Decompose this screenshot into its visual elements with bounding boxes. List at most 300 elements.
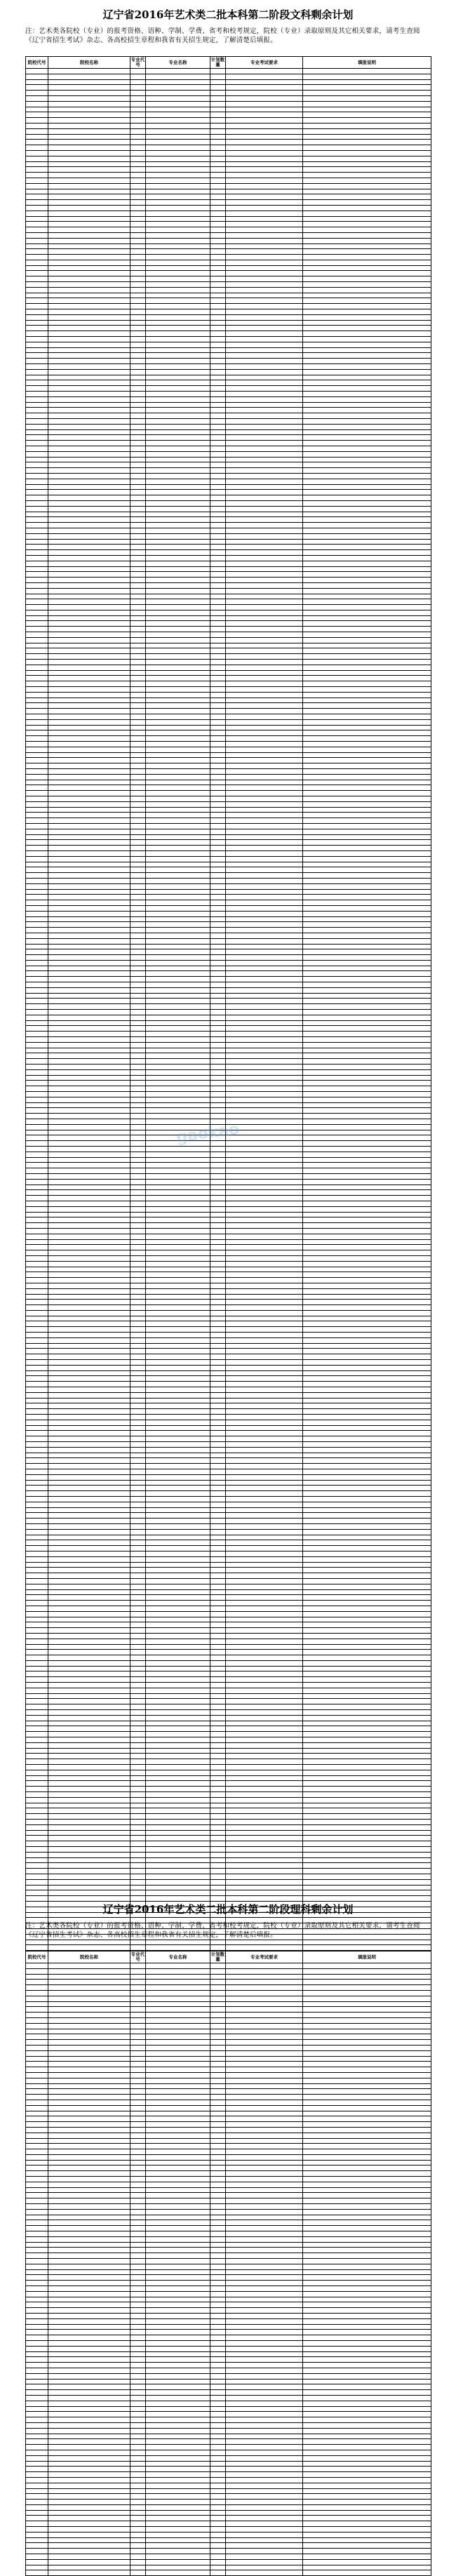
table-cell xyxy=(48,506,130,512)
table-cell xyxy=(130,949,146,955)
table-cell xyxy=(130,878,146,883)
table-cell xyxy=(48,364,130,370)
table-row xyxy=(26,167,431,173)
table-cell xyxy=(303,2570,431,2576)
table-cell xyxy=(130,1343,146,1349)
table-cell xyxy=(48,796,130,801)
table-row xyxy=(26,1065,431,1070)
table-cell xyxy=(210,2220,226,2226)
table-cell xyxy=(26,462,48,468)
table-cell xyxy=(303,495,431,501)
table-cell xyxy=(226,112,303,118)
table-cell xyxy=(130,1245,146,1250)
table-row xyxy=(26,194,431,200)
table-cell xyxy=(26,309,48,315)
table-cell xyxy=(210,1996,226,2001)
table-cell xyxy=(303,1283,431,1288)
table-cell xyxy=(226,222,303,227)
table-cell xyxy=(26,1387,48,1393)
table-cell xyxy=(303,1846,431,1852)
table-cell xyxy=(210,1179,226,1184)
table-cell xyxy=(226,916,303,922)
table-cell xyxy=(26,320,48,326)
table-row xyxy=(26,347,431,353)
table-cell xyxy=(130,134,146,140)
table-cell xyxy=(48,1157,130,1163)
table-cell xyxy=(26,561,48,566)
table-cell xyxy=(210,1053,226,1059)
table-cell xyxy=(130,1885,146,1890)
table-cell xyxy=(130,993,146,999)
table-cell xyxy=(48,1234,130,1239)
table-cell xyxy=(303,123,431,128)
table-cell xyxy=(146,2384,210,2390)
table-cell xyxy=(26,966,48,971)
table-cell xyxy=(210,1715,226,1721)
table-cell xyxy=(210,392,226,397)
table-cell xyxy=(210,1742,226,1748)
table-cell xyxy=(226,500,303,506)
table-row xyxy=(26,1026,431,1032)
table-cell xyxy=(210,1803,226,1808)
table-cell xyxy=(146,413,210,419)
table-cell xyxy=(146,2215,210,2220)
table-cell xyxy=(146,161,210,167)
table-cell xyxy=(48,993,130,999)
table-cell xyxy=(48,1693,130,1699)
table-cell xyxy=(26,1507,48,1513)
table-cell xyxy=(303,2527,431,2532)
table-cell xyxy=(226,605,303,610)
table-cell xyxy=(226,2483,303,2488)
table-row xyxy=(26,993,431,999)
table-cell xyxy=(303,1683,431,1688)
table-row xyxy=(26,1196,431,1201)
table-cell xyxy=(303,451,431,457)
table-cell xyxy=(48,1223,130,1229)
table-cell xyxy=(303,1589,431,1595)
table-cell xyxy=(303,145,431,151)
table-cell xyxy=(303,2116,431,2122)
table-cell xyxy=(210,681,226,687)
table-cell xyxy=(130,1288,146,1294)
table-cell xyxy=(226,1392,303,1398)
table-cell xyxy=(303,1974,431,1980)
table-cell xyxy=(210,2340,226,2346)
table-cell xyxy=(26,260,48,265)
table-cell xyxy=(303,222,431,227)
table-cell xyxy=(26,769,48,775)
table-cell xyxy=(48,95,130,101)
table-cell xyxy=(26,1146,48,1152)
table-cell xyxy=(48,982,130,988)
table-cell xyxy=(146,578,210,583)
table-cell xyxy=(210,1480,226,1486)
table-cell xyxy=(48,375,130,380)
table-row xyxy=(26,1568,431,1573)
table-cell xyxy=(210,627,226,632)
table-cell xyxy=(210,276,226,282)
table-cell xyxy=(303,1803,431,1808)
table-cell xyxy=(48,249,130,255)
table-row xyxy=(26,1874,431,1879)
table-cell xyxy=(146,785,210,791)
table-cell xyxy=(48,698,130,703)
table-cell xyxy=(48,2455,130,2461)
table-cell xyxy=(146,1020,210,1026)
table-cell xyxy=(210,1622,226,1628)
table-cell xyxy=(26,1097,48,1102)
table-cell xyxy=(146,205,210,211)
table-cell xyxy=(130,1130,146,1135)
table-cell xyxy=(48,2095,130,2100)
table-cell xyxy=(130,1436,146,1442)
table-cell xyxy=(26,2105,48,2111)
table-cell xyxy=(146,1075,210,1081)
table-cell xyxy=(48,846,130,851)
table-cell xyxy=(146,1239,210,1245)
table-cell xyxy=(146,1699,210,1704)
table-cell xyxy=(48,1310,130,1316)
table-row xyxy=(26,1163,431,1168)
table-cell xyxy=(26,1688,48,1693)
table-row xyxy=(26,528,431,533)
table-cell xyxy=(303,730,431,736)
table-cell xyxy=(130,1157,146,1163)
table-cell xyxy=(226,572,303,578)
table-cell xyxy=(210,386,226,392)
table-cell xyxy=(146,1721,210,1726)
table-cell xyxy=(210,1337,226,1343)
table-cell xyxy=(26,161,48,167)
table-cell xyxy=(303,1688,431,1693)
table-cell xyxy=(130,1179,146,1184)
table-cell xyxy=(130,1726,146,1732)
table-cell xyxy=(146,441,210,446)
table-cell xyxy=(26,429,48,435)
table-cell xyxy=(146,1453,210,1458)
table-row xyxy=(26,938,431,944)
table-cell xyxy=(130,1683,146,1688)
table-cell xyxy=(226,1026,303,1032)
table-cell xyxy=(130,1704,146,1710)
table-cell xyxy=(226,1814,303,1820)
table-cell xyxy=(26,807,48,813)
table-row xyxy=(26,1409,431,1415)
table-cell xyxy=(146,1042,210,1048)
table-cell xyxy=(48,823,130,829)
table-cell xyxy=(303,555,431,561)
table-cell xyxy=(26,1633,48,1639)
table-cell xyxy=(26,85,48,91)
table-cell xyxy=(226,1846,303,1852)
table-cell xyxy=(26,1644,48,1650)
table-cell xyxy=(146,1442,210,1448)
table-cell xyxy=(48,408,130,413)
table-row xyxy=(26,1464,431,1469)
table-cell xyxy=(146,714,210,720)
table-cell xyxy=(303,2565,431,2570)
table-cell xyxy=(26,2209,48,2215)
table-cell xyxy=(130,2537,146,2543)
table-cell xyxy=(303,2472,431,2478)
table-cell xyxy=(130,1737,146,1743)
table-cell xyxy=(226,1370,303,1376)
table-cell xyxy=(26,380,48,386)
table-cell xyxy=(48,479,130,484)
table-row xyxy=(26,2422,431,2428)
table-cell xyxy=(210,402,226,408)
table-row xyxy=(26,1710,431,1716)
table-cell xyxy=(48,1677,130,1683)
table-cell xyxy=(146,1677,210,1683)
table-cell xyxy=(303,1990,431,1996)
table-cell xyxy=(146,238,210,243)
table-cell xyxy=(226,1201,303,1206)
table-cell xyxy=(48,2417,130,2423)
table-row xyxy=(26,298,431,304)
table-cell xyxy=(48,1513,130,1519)
table-cell xyxy=(146,627,210,632)
table-cell xyxy=(26,1130,48,1135)
table-cell xyxy=(48,128,130,134)
table-cell xyxy=(146,2198,210,2204)
table-cell xyxy=(226,2177,303,2182)
table-cell xyxy=(226,752,303,758)
table-cell xyxy=(303,2477,431,2483)
table-cell xyxy=(210,1102,226,1108)
table-cell xyxy=(48,457,130,462)
table-cell xyxy=(226,2116,303,2122)
table-cell xyxy=(26,2089,48,2095)
table-cell xyxy=(26,326,48,331)
table-cell xyxy=(130,1775,146,1781)
table-cell xyxy=(226,347,303,353)
table-cell xyxy=(226,161,303,167)
table-cell xyxy=(130,1617,146,1622)
table-cell xyxy=(130,2056,146,2062)
table-cell xyxy=(26,2291,48,2297)
table-cell xyxy=(48,928,130,933)
table-cell xyxy=(130,2242,146,2248)
table-cell xyxy=(303,1119,431,1125)
table-cell xyxy=(146,1595,210,1601)
table-cell xyxy=(226,1228,303,1234)
table-cell xyxy=(26,1453,48,1458)
table-cell xyxy=(130,867,146,873)
table-cell xyxy=(146,1781,210,1787)
table-cell xyxy=(210,823,226,829)
table-cell xyxy=(210,424,226,429)
table-cell xyxy=(146,813,210,818)
table-cell xyxy=(210,2023,226,2029)
table-cell xyxy=(226,2532,303,2537)
table-cell xyxy=(26,495,48,501)
table-cell xyxy=(303,714,431,720)
table-cell xyxy=(303,703,431,709)
table-cell xyxy=(130,457,146,462)
table-cell xyxy=(146,1726,210,1732)
table-cell xyxy=(48,2543,130,2549)
table-cell xyxy=(146,1059,210,1065)
table-cell xyxy=(130,1337,146,1343)
table-row xyxy=(26,2340,431,2346)
table-cell xyxy=(303,2023,431,2029)
table-cell xyxy=(26,1639,48,1644)
table-cell xyxy=(210,134,226,140)
table-cell xyxy=(48,1069,130,1075)
table-cell xyxy=(26,599,48,605)
table-cell xyxy=(226,1327,303,1333)
table-cell xyxy=(26,2165,48,2171)
table-cell xyxy=(303,1546,431,1551)
table-cell xyxy=(26,2417,48,2423)
table-cell xyxy=(146,211,210,216)
table-cell xyxy=(130,1283,146,1288)
table-row xyxy=(26,818,431,824)
table-cell xyxy=(146,1852,210,1857)
table-cell xyxy=(130,1732,146,1737)
table-cell xyxy=(48,1431,130,1436)
table-cell xyxy=(48,1666,130,1671)
table-cell xyxy=(210,1048,226,1053)
table-cell xyxy=(210,752,226,758)
table-row xyxy=(26,1042,431,1048)
table-cell xyxy=(303,982,431,988)
table-cell xyxy=(303,1081,431,1086)
table-cell xyxy=(48,1398,130,1403)
table-row xyxy=(26,2504,431,2510)
table-cell xyxy=(210,2532,226,2537)
table-cell xyxy=(48,337,130,342)
table-cell xyxy=(210,1650,226,1655)
table-cell xyxy=(303,928,431,933)
table-cell xyxy=(26,232,48,238)
table-cell xyxy=(303,801,431,807)
table-cell xyxy=(303,243,431,249)
table-cell xyxy=(303,69,431,74)
table-cell xyxy=(210,2154,226,2160)
table-cell xyxy=(48,813,130,818)
table-row xyxy=(26,1671,431,1677)
table-cell xyxy=(146,69,210,74)
table-cell xyxy=(26,1578,48,1584)
table-cell xyxy=(146,676,210,681)
table-row xyxy=(26,2062,431,2067)
table-cell xyxy=(210,1190,226,1196)
table-cell xyxy=(130,205,146,211)
table-cell xyxy=(210,2395,226,2401)
table-cell xyxy=(210,1540,226,1546)
table-row xyxy=(26,243,431,249)
table-cell xyxy=(130,2521,146,2527)
table-cell xyxy=(226,928,303,933)
table-cell xyxy=(130,1540,146,1546)
table-row xyxy=(26,889,431,895)
table-cell xyxy=(146,681,210,687)
table-cell xyxy=(48,1376,130,1382)
table-row xyxy=(26,331,431,337)
table-cell xyxy=(26,2318,48,2324)
table-cell xyxy=(226,873,303,879)
table-cell xyxy=(130,2406,146,2412)
table-row xyxy=(26,205,431,211)
table-row xyxy=(26,676,431,681)
table-cell xyxy=(226,846,303,851)
table-cell xyxy=(26,1469,48,1475)
table-cell xyxy=(210,1726,226,1732)
table-cell xyxy=(26,1502,48,1507)
table-cell xyxy=(210,1595,226,1601)
table-cell xyxy=(26,539,48,545)
table-row xyxy=(26,1037,431,1043)
table-cell xyxy=(48,1436,130,1442)
table-cell xyxy=(26,747,48,752)
table-cell xyxy=(303,2412,431,2417)
table-cell xyxy=(226,462,303,468)
table-cell xyxy=(303,1699,431,1704)
table-cell xyxy=(48,2116,130,2122)
table-cell xyxy=(226,271,303,276)
table-row xyxy=(26,227,431,233)
table-cell xyxy=(130,2549,146,2554)
table-cell xyxy=(48,2335,130,2341)
table-row xyxy=(26,320,431,326)
table-cell xyxy=(130,1119,146,1125)
table-cell xyxy=(146,2302,210,2308)
table-cell xyxy=(303,1639,431,1644)
table-row xyxy=(26,2401,431,2406)
table-cell xyxy=(48,1425,130,1431)
table-cell xyxy=(226,2034,303,2040)
table-cell xyxy=(210,791,226,796)
table-cell xyxy=(303,1513,431,1519)
table-cell xyxy=(226,2318,303,2324)
table-cell xyxy=(303,1097,431,1102)
table-cell xyxy=(226,337,303,342)
table-cell xyxy=(210,194,226,200)
table-cell xyxy=(130,495,146,501)
table-cell xyxy=(303,1633,431,1639)
table-cell xyxy=(210,1108,226,1114)
table-cell xyxy=(146,1611,210,1617)
table-cell xyxy=(26,134,48,140)
table-cell xyxy=(48,1699,130,1704)
table-row xyxy=(26,1442,431,1448)
table-cell xyxy=(210,1283,226,1288)
table-cell xyxy=(146,922,210,928)
table-cell xyxy=(26,1300,48,1305)
table-cell xyxy=(210,2527,226,2532)
table-cell xyxy=(210,1857,226,1863)
table-cell xyxy=(146,484,210,490)
table-cell xyxy=(130,304,146,309)
table-cell xyxy=(48,2565,130,2570)
table-cell xyxy=(146,95,210,101)
table-cell xyxy=(130,2127,146,2133)
table-row xyxy=(26,588,431,594)
table-cell xyxy=(48,1535,130,1540)
table-cell xyxy=(26,1699,48,1704)
table-cell xyxy=(303,1601,431,1606)
table-cell xyxy=(48,2373,130,2379)
table-cell xyxy=(26,1671,48,1677)
table-cell xyxy=(48,687,130,693)
table-cell xyxy=(26,829,48,834)
table-cell xyxy=(210,1869,226,1874)
table-cell xyxy=(130,846,146,851)
table-cell xyxy=(210,2417,226,2423)
